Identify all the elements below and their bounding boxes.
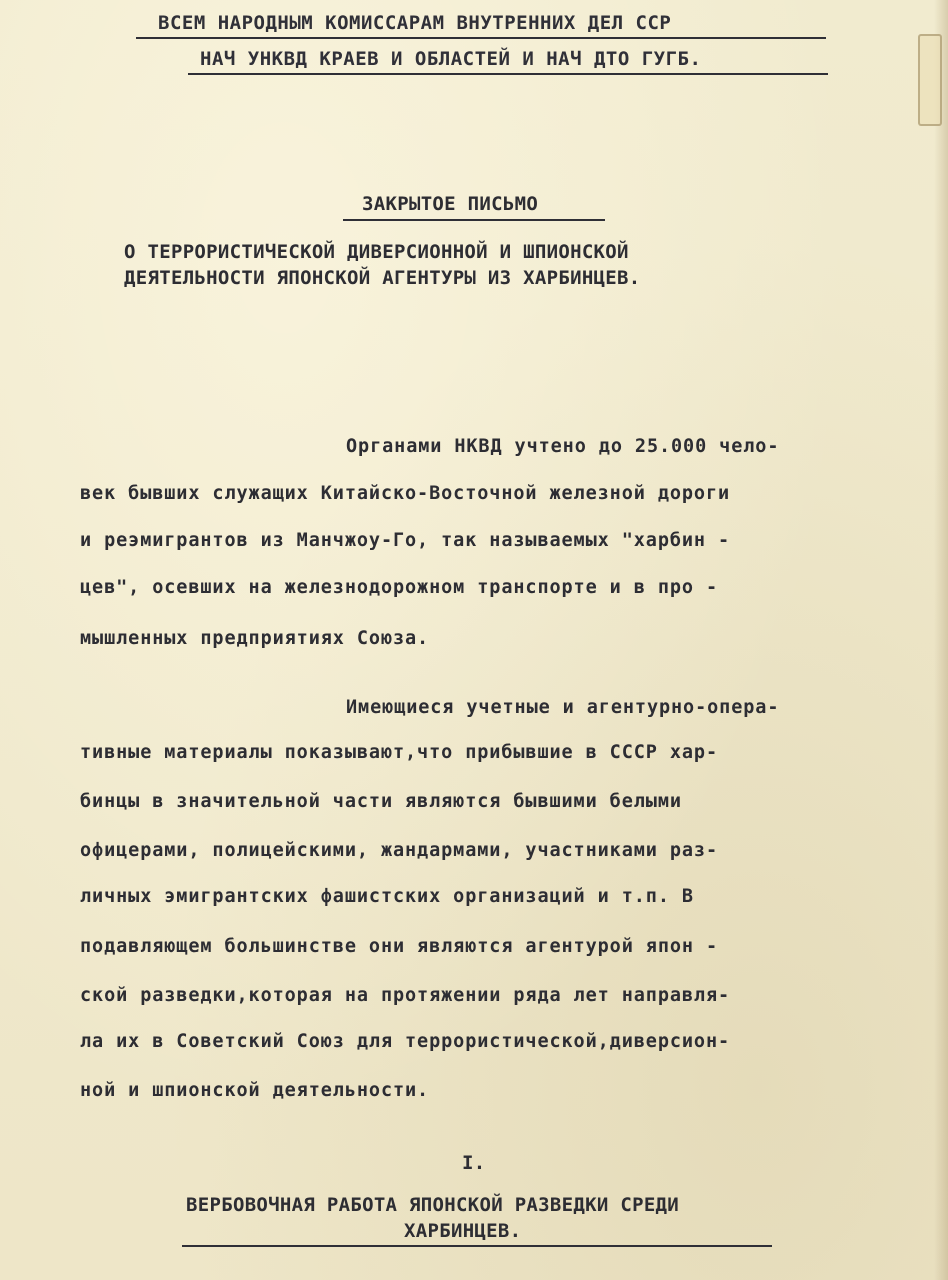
letter-subtitle-line-1: О ТЕРРОРИСТИЧЕСКОЙ ДИВЕРСИОННОЙ И ШПИОНСКОЙ [124,241,629,263]
paragraph1-line: и реэмигрантов из Манчжоу-Го, так называемых "харбин - [80,530,731,551]
header-underline-1 [136,37,826,39]
header-line-1: ВСЕМ НАРОДНЫМ КОМИССАРАМ ВНУТРЕННИХ ДЕЛ ССР [158,12,672,34]
section-heading-underline [182,1245,772,1247]
paragraph2-line: офицерами, полицейскими, жандармами, участниками раз- [80,840,719,861]
paragraph1-line: мышленных предприятиях Союза. [80,628,430,649]
paragraph2-line: ной и шпионской деятельности. [80,1080,430,1101]
paragraph2-line: тивные материалы показывают,что прибывшие в СССР хар- [80,742,719,763]
letter-subtitle-line-2: ДЕЯТЕЛЬНОСТИ ЯПОНСКОЙ АГЕНТУРЫ ИЗ ХАРБИНЦЕВ. [124,267,641,289]
letter-heading-underline [343,219,605,221]
paragraph1-line: Органами НКВД учтено до 25.000 чело- [346,436,780,457]
paragraph2-line: Имеющиеся учетные и агентурно-опера- [346,697,780,718]
paragraph2-line: бинцы в значительной части являются бывшими белыми [80,791,682,812]
binder-tab [918,34,942,126]
paragraph2-line: ской разведки,которая на протяжении ряда лет направля- [80,985,731,1006]
letter-heading: ЗАКРЫТОЕ ПИСЬМО [362,193,539,215]
paragraph1-line: век бывших служащих Китайско-Восточной железной дороги [80,483,731,504]
page-edge-shadow [934,0,948,1280]
paragraph2-line: подавляющем большинстве они являются агентурой япон - [80,936,719,957]
paragraph2-line: ла их в Советский Союз для террористической,диверсион- [80,1031,731,1052]
section-heading-line-2: ХАРБИНЦЕВ. [404,1220,522,1242]
section-heading-line-1: ВЕРБОВОЧНАЯ РАБОТА ЯПОНСКОЙ РАЗВЕДКИ СРЕДИ [186,1194,680,1216]
paragraph2-line: личных эмигрантских фашистских организаций и т.п. В [80,886,694,907]
header-line-2: НАЧ УНКВД КРАЕВ И ОБЛАСТЕЙ И НАЧ ДТО ГУГБ. [200,48,702,70]
header-underline-2 [188,73,828,75]
section-number: I. [462,1152,486,1174]
paragraph1-line: цев", осевших на железнодорожном транспорте и в про - [80,577,719,598]
